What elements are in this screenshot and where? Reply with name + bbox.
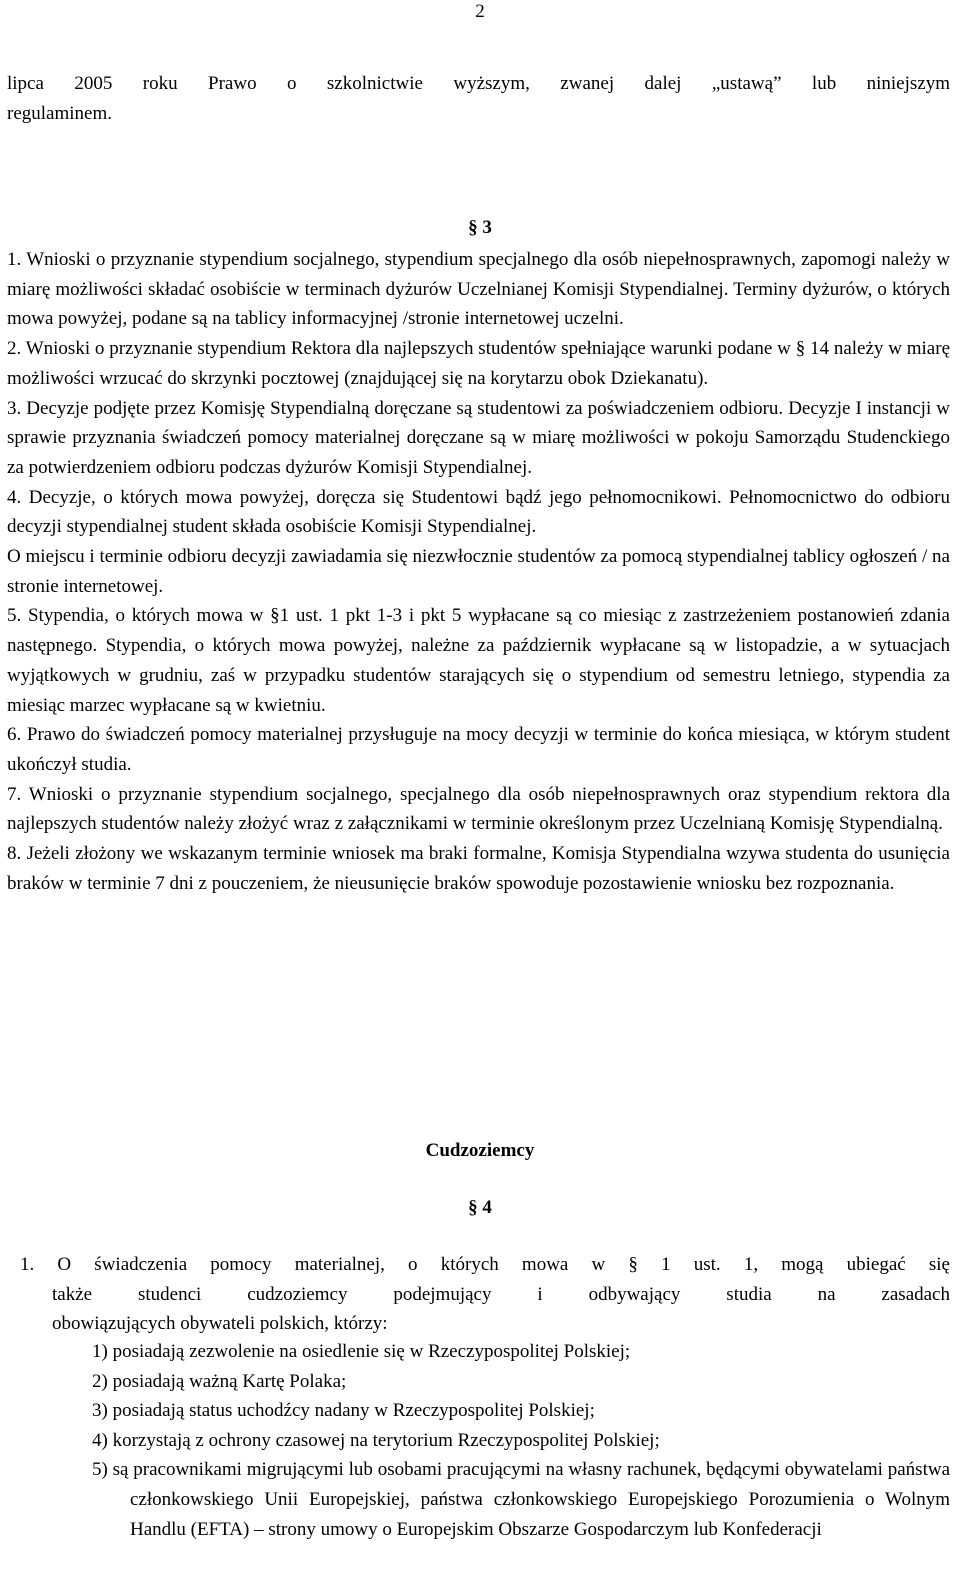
section-4-heading: § 4 — [468, 1197, 492, 1218]
section-4-item-1 — [7, 1250, 950, 1339]
intro-paragraph — [7, 69, 950, 128]
section-3-item-7: 7. Wnioski o przyznanie stypendium socjalnego, specjalnego dla osób niepełnosprawnych oraz stypendium rektora dla najlepszych studentów należy złożyć wraz z załącznikami w terminie określonym przez Uczelnianą Komisję Stypendialną. — [7, 783, 950, 835]
section-3-item-1: 1. Wnioski o przyznanie stypendium socjalnego, stypendium specjalnego dla osób niepełnosprawnych, zapomogi należy w miarę możliwości składać osobiście w terminach dyżurów Uczelnianej Komisji Stypendialnej. Terminy dyżurów, o których mowa powyżej, podane są na tablicy informacyjnej /stronie internetowej uczelni. — [7, 249, 950, 330]
foreigners-title: Cudzoziemcy — [425, 1140, 535, 1161]
intro-line-2: regulaminem. — [7, 102, 112, 124]
section-3-body — [7, 245, 950, 898]
section-3-item-2: 2. Wnioski o przyznanie stypendium Rektora dla najlepszych studentów spełniające warunki podane w § 14 należy w miarę możliwości wrzucać do skrzynki pocztowej (znajdującej się na korytarzu obok Dziekanatu). — [7, 338, 950, 389]
section-3-notice: O miejscu i terminie odbioru decyzji zawiadamia się niezwłocznie studentów za pomocą stypendialnej tablicy ogłoszeń / na stronie internetowej. — [7, 546, 950, 597]
condition-item-2: 2) posiadają ważną Kartę Polaka; — [92, 1370, 347, 1392]
condition-item-3: 3) posiadają status uchodźcy nadany w Rzeczypospolitej Polskiej; — [92, 1400, 595, 1422]
condition-item-5: 5) są pracownikami migrującymi lub osobami pracującymi na własny rachunek, będącymi obywatelami państwa członkowskiego Unii Europejskiej, państwa członkowskiego Europejskiego Porozumienia o Wolnym Handlu (EFTA) – strony umowy o Europejskim Obszarze Gospodarczym lub Konfederacji — [92, 1459, 950, 1540]
section-4-item-1-line-3: obowiązujących obywateli polskich, którzy: — [52, 1313, 388, 1334]
page-number: 2 — [475, 1, 485, 22]
condition-item-1: 1) posiadają zezwolenie na osiedlenie się w Rzeczypospolitej Polskiej; — [92, 1341, 631, 1362]
section-4-item-1-line-2: także studenci cudzoziemcy podejmujący i odbywający studia na zasadach — [52, 1283, 950, 1305]
section-3-item-5: 5. Stypendia, o których mowa w §1 ust. 1 pkt 1-3 i pkt 5 wypłacane są co miesiąc z zastrzeżeniem postanowień zdania następnego. Stypendia, o których mowa powyżej, należne za październik wypłacane są w listopadzie, a w sytuacjach wyjątkowych w grudniu, zaś w przypadku studentów starających się o stypendium od semestru letniego, stypendia za miesiąc marzec wypłacane są w kwietniu. — [7, 605, 950, 716]
section-3-item-6: 6. Prawo do świadczeń pomocy materialnej przysługuje na mocy decyzji w terminie do końca miesiąca, w którym student ukończył studia. — [7, 724, 950, 775]
intro-line-1: lipca 2005 roku Prawo o szkolnictwie wyższym, zwanej dalej „ustawą” lub niniejszym — [7, 73, 950, 94]
section-3-item-8: 8. Jeżeli złożony we wskazanym terminie wniosek ma braki formalne, Komisja Stypendialna wzywa studenta do usunięcia braków w terminie 7 dni z pouczeniem, że nieusunięcie braków spowoduje pozostawienie wniosku bez rozpoznania. — [7, 843, 950, 894]
section-4-conditions-list — [92, 1337, 950, 1544]
section-3-heading: § 3 — [468, 217, 492, 238]
section-3-item-3: 3. Decyzje podjęte przez Komisję Stypendialną doręczane są studentowi za poświadczeniem odbioru. Decyzje I instancji w sprawie przyznania świadczeń pomocy materialnej doręczane są w miarę możliwości w pokoju Samorządu Studenckiego za potwierdzeniem odbioru podczas dyżurów Komisji Stypendialnej. — [7, 397, 950, 478]
section-3-item-4: 4. Decyzje, o których mowa powyżej, doręcza się Studentowi bądź jego pełnomocnikowi. Pełnomocnictwo do odbioru decyzji stypendialnej student składa osobiście Komisji Stypendialnej. — [7, 486, 950, 538]
section-4-item-1-line-1: 1. O świadczenia pomocy materialnej, o których mowa w § 1 ust. 1, mogą ubiegać się — [20, 1254, 950, 1275]
condition-item-4: 4) korzystają z ochrony czasowej na terytorium Rzeczypospolitej Polskiej; — [92, 1429, 660, 1451]
